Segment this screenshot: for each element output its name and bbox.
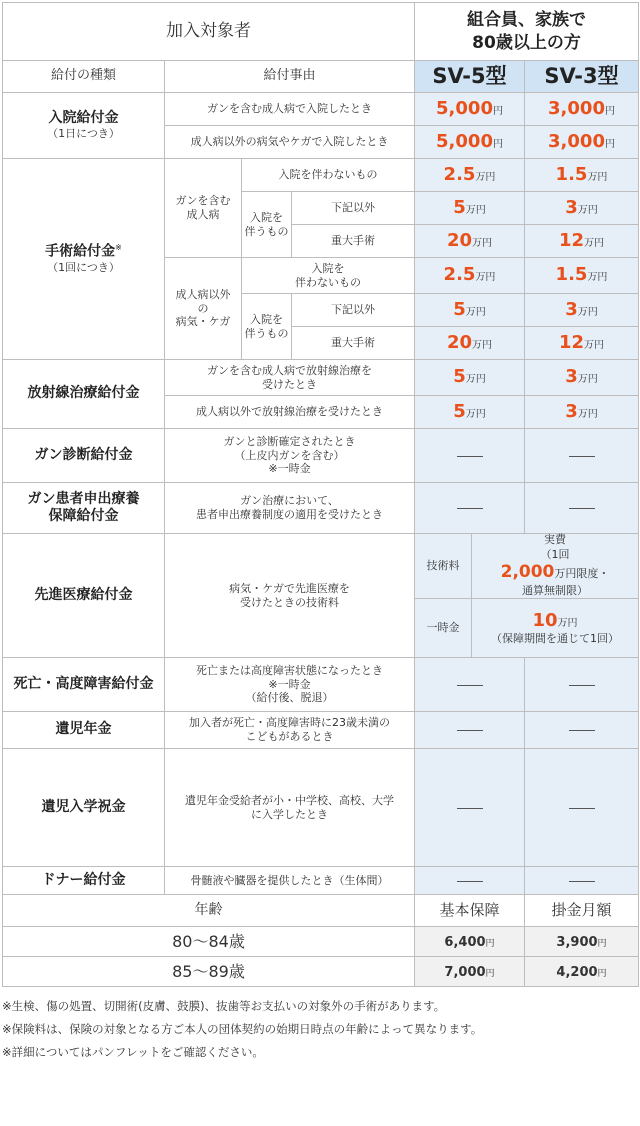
surgery-with-hosp-1: 入院を 伴うもの [242, 192, 292, 258]
premium-b-2: 4,200円 [525, 957, 639, 987]
orphan-reason: 加入者が死亡・高度障害時に23歳未満の こどもがあるとき [165, 712, 415, 749]
dash-mark [569, 881, 595, 882]
surgery-group-1: ガンを含む 成人病 [165, 159, 242, 258]
hospital-a-2: 5,000円 [415, 126, 525, 159]
surgery-benefit-name: 手術給付金 [45, 243, 116, 260]
dash-mark [569, 808, 595, 809]
benefit-table [2, 2, 639, 987]
surgery-major-2: 重大手術 [292, 327, 415, 360]
dash-mark [457, 685, 483, 686]
advanced-tech-label: 技術料 [415, 534, 472, 598]
surgery-other-b-2: 3万円 [525, 294, 639, 327]
target-header: 加入対象者 [3, 3, 415, 61]
monthly-premium-header: 掛金月額 [525, 895, 639, 927]
surgery-other-b-1: 3万円 [525, 192, 639, 225]
surgery-nohosp-a-2: 2.5万円 [415, 258, 525, 294]
orphan-school-a [415, 749, 525, 867]
hospital-b-2: 3,000円 [525, 126, 639, 159]
death-b [525, 658, 639, 712]
advanced-tech-pre: 実費 （1回 [540, 533, 570, 562]
advanced-tech-num: 2,000 [500, 561, 555, 582]
radiation-b-1: 3万円 [525, 360, 639, 396]
premium-b-1: 3,900円 [525, 927, 639, 957]
orphan-name: 遺児年金 [3, 712, 165, 749]
advanced-lump-cell [415, 599, 639, 658]
dash-mark [457, 730, 483, 731]
premium-a-1: 6,400円 [415, 927, 525, 957]
hospital-reason-2: 成人病以外の病気やケガで入院したとき [165, 126, 415, 159]
footnote-1: ※生検、傷の処置、切開術(皮膚、鼓膜)、抜歯等お支払いの対象外の手術があります。 [2, 999, 446, 1013]
radiation-benefit-name: 放射線治療給付金 [3, 360, 165, 429]
surgery-no-hosp-1: 入院を伴わないもの [242, 159, 415, 192]
surgery-with-hosp-2: 入院を 伴うもの [242, 294, 292, 360]
dash-mark [457, 808, 483, 809]
surgery-benefit-sub: （1回につき） [47, 261, 120, 275]
surgery-other-1: 下記以外 [292, 192, 415, 225]
death-reason: 死亡または高度障害状態になったとき ※一時金 （給付後、脱退） [165, 658, 415, 712]
surgery-major-1: 重大手術 [292, 225, 415, 258]
age-header: 年齢 [3, 895, 415, 927]
advanced-lump-unit: 万円 [557, 617, 578, 629]
dash-mark [569, 508, 595, 509]
dash-mark [457, 881, 483, 882]
surgery-major-a-1: 20万円 [415, 225, 525, 258]
plan-a-header: SV-5型 [415, 61, 525, 93]
surgery-benefit-cell [3, 159, 165, 360]
donor-reason: 骨髄液や臓器を提供したとき（生体間） [165, 867, 415, 895]
surgery-other-a-2: 5万円 [415, 294, 525, 327]
orphan-school-reason: 遺児年金受給者が小・中学校、高校、大学 に入学したとき [165, 749, 415, 867]
advanced-lump-num: 10 [532, 609, 558, 631]
advanced-tech-cell [415, 534, 639, 599]
radiation-a-2: 5万円 [415, 396, 525, 429]
dash-mark [569, 730, 595, 731]
hospital-benefit-cell [3, 93, 165, 159]
surgery-group-2: 成人病以外 の 病気・ケガ [165, 258, 242, 360]
advanced-lump-value [472, 599, 638, 657]
cancer-patient-b [525, 483, 639, 534]
advanced-tech-post: 通算無制限） [522, 583, 588, 597]
radiation-a-1: 5万円 [415, 360, 525, 396]
orphan-a [415, 712, 525, 749]
surgery-no-hosp-2: 入院を 伴わないもの [242, 258, 415, 294]
orphan-school-name: 遺児入学祝金 [3, 749, 165, 867]
dash-mark [569, 685, 595, 686]
age-row-2: 85～89歳 [3, 957, 415, 987]
advanced-name: 先進医療給付金 [3, 534, 165, 658]
advanced-lump-label: 一時金 [415, 599, 472, 657]
dash-mark [569, 456, 595, 457]
cancer-patient-a [415, 483, 525, 534]
surgery-major-b-2: 12万円 [525, 327, 639, 360]
death-name: 死亡・高度障害給付金 [3, 658, 165, 712]
surgery-major-a-2: 20万円 [415, 327, 525, 360]
surgery-other-a-1: 5万円 [415, 192, 525, 225]
hospital-a-1: 5,000円 [415, 93, 525, 126]
radiation-reason-2: 成人病以外で放射線治療を受けたとき [165, 396, 415, 429]
radiation-reason-1: ガンを含む成人病で放射線治療を 受けたとき [165, 360, 415, 396]
cancer-diag-b [525, 429, 639, 483]
plan-b-header: SV-3型 [525, 61, 639, 93]
radiation-b-2: 3万円 [525, 396, 639, 429]
surgery-note-mark: ※ [115, 243, 122, 253]
footnotes [2, 995, 640, 1064]
hospital-benefit-sub: （1日につき） [47, 127, 120, 141]
hospital-reason-1: ガンを含む成人病で入院したとき [165, 93, 415, 126]
dash-mark [457, 508, 483, 509]
cancer-patient-name: ガン患者申出療養 保障給付金 [3, 483, 165, 534]
benefit-type-header: 給付の種類 [3, 61, 165, 93]
premium-a-2: 7,000円 [415, 957, 525, 987]
cancer-patient-reason: ガン治療において、 患者申出療養制度の適用を受けたとき [165, 483, 415, 534]
cancer-diag-a [415, 429, 525, 483]
surgery-nohosp-b-2: 1.5万円 [525, 258, 639, 294]
advanced-reason: 病気・ケガで先進医療を 受けたときの技術料 [165, 534, 415, 658]
advanced-tech-unit: 万円限度・ [554, 566, 610, 580]
donor-a [415, 867, 525, 895]
cancer-diag-reason: ガンと診断確定されたとき （上皮内ガンを含む） ※一時金 [165, 429, 415, 483]
surgery-major-b-1: 12万円 [525, 225, 639, 258]
surgery-other-2: 下記以外 [292, 294, 415, 327]
orphan-b [525, 712, 639, 749]
dash-mark [457, 456, 483, 457]
donor-b [525, 867, 639, 895]
benefit-reason-header: 給付事由 [165, 61, 415, 93]
age-row-1: 80～84歳 [3, 927, 415, 957]
hospital-b-1: 3,000円 [525, 93, 639, 126]
advanced-lump-note: （保障期間を通じて1回） [491, 632, 619, 646]
hospital-benefit-name: 入院給付金 [48, 109, 119, 126]
orphan-school-b [525, 749, 639, 867]
cancer-diag-name: ガン診断給付金 [3, 429, 165, 483]
basic-coverage-header: 基本保障 [415, 895, 525, 927]
death-a [415, 658, 525, 712]
footnote-3: ※詳細についてはパンフレットをご確認ください。 [2, 1045, 264, 1059]
footnote-2: ※保険料は、保険の対象となる方ご本人の団体契約の始期日時点の年齢によって異なります。 [2, 1022, 483, 1036]
advanced-tech-value [472, 534, 638, 598]
donor-name: ドナー給付金 [3, 867, 165, 895]
surgery-nohosp-a-1: 2.5万円 [415, 159, 525, 192]
surgery-nohosp-b-1: 1.5万円 [525, 159, 639, 192]
target-group-header: 組合員、家族で 80歳以上の方 [415, 3, 639, 61]
